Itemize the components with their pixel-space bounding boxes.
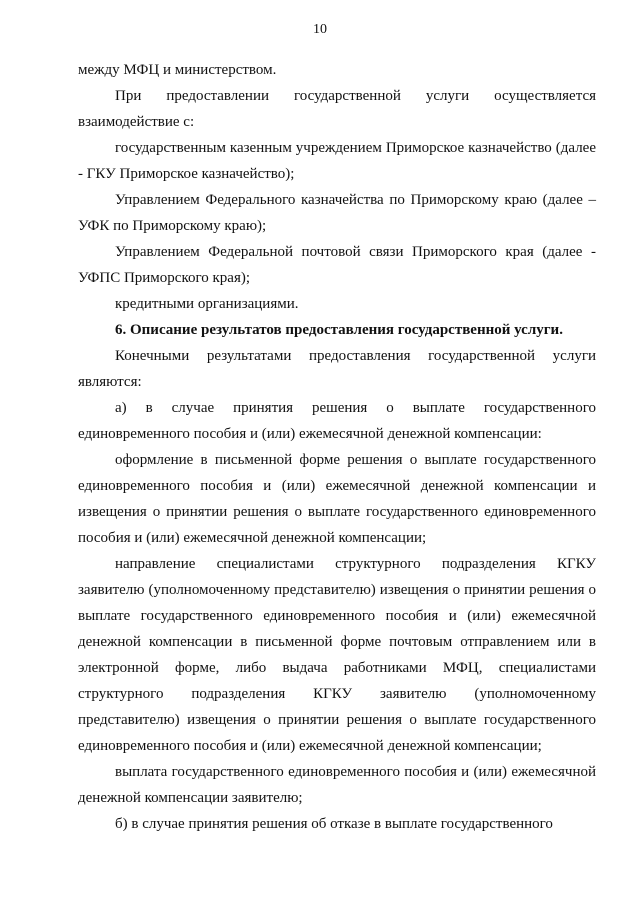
page-number: 10 [313, 22, 327, 37]
paragraph-intro-end: между МФЦ и министерством. [78, 62, 277, 78]
paragraph-decision-form: оформление в письменной форме решения о выплате государственного единовременного пособия и (или) ежемесячной денежной компенсации и извещения о принятии решения о выплате государственного единовременного пособия и (или) ежемесячной денежной компенсации; [78, 452, 596, 546]
paragraph-credit-orgs: кредитными организациями. [115, 296, 299, 312]
paragraph-case-b: б) в случае принятия решения об отказе в выплате государственного [115, 816, 553, 832]
paragraph-gku-treasury: государственным казенным учреждением Приморское казначейство (далее - ГКУ Приморское казначейство); [78, 140, 596, 182]
paragraph-payment: выплата государственного единовременного пособия и (или) ежемесячной денежной компенсации заявителю; [78, 764, 596, 806]
document-body [78, 57, 596, 837]
paragraph-notification: направление специалистами структурного подразделения КГКУ заявителю (уполномоченному представителю) извещения о принятии решения о выплате государственного единовременного пособия и (или) ежемесячной денежной компенсации в письменной форме почтовым отправлением или в электронной форме, либо выдача работниками МФЦ, специалистами структурного подразделения КГКУ заявителю (уполномоченному представителю) извещения о принятии решения о выплате государственного единовременного пособия и (или) ежемесячной денежной компенсации; [78, 556, 596, 754]
paragraph-ufk: Управлением Федерального казначейства по Приморскому краю (далее – УФК по Приморскому краю); [78, 192, 596, 234]
section-heading: 6. Описание результатов предоставления государственной услуги. [115, 322, 563, 338]
paragraph-case-a: а) в случае принятия решения о выплате государственного единовременного пособия и (или) ежемесячной денежной компенсации: [78, 400, 596, 442]
paragraph-interaction: При предоставлении государственной услуги осуществляется взаимодействие с: [78, 88, 596, 130]
paragraph-results: Конечными результатами предоставления государственной услуги являются: [78, 348, 596, 390]
paragraph-ufps: Управлением Федеральной почтовой связи Приморского края (далее - УФПС Приморского края); [78, 244, 596, 286]
